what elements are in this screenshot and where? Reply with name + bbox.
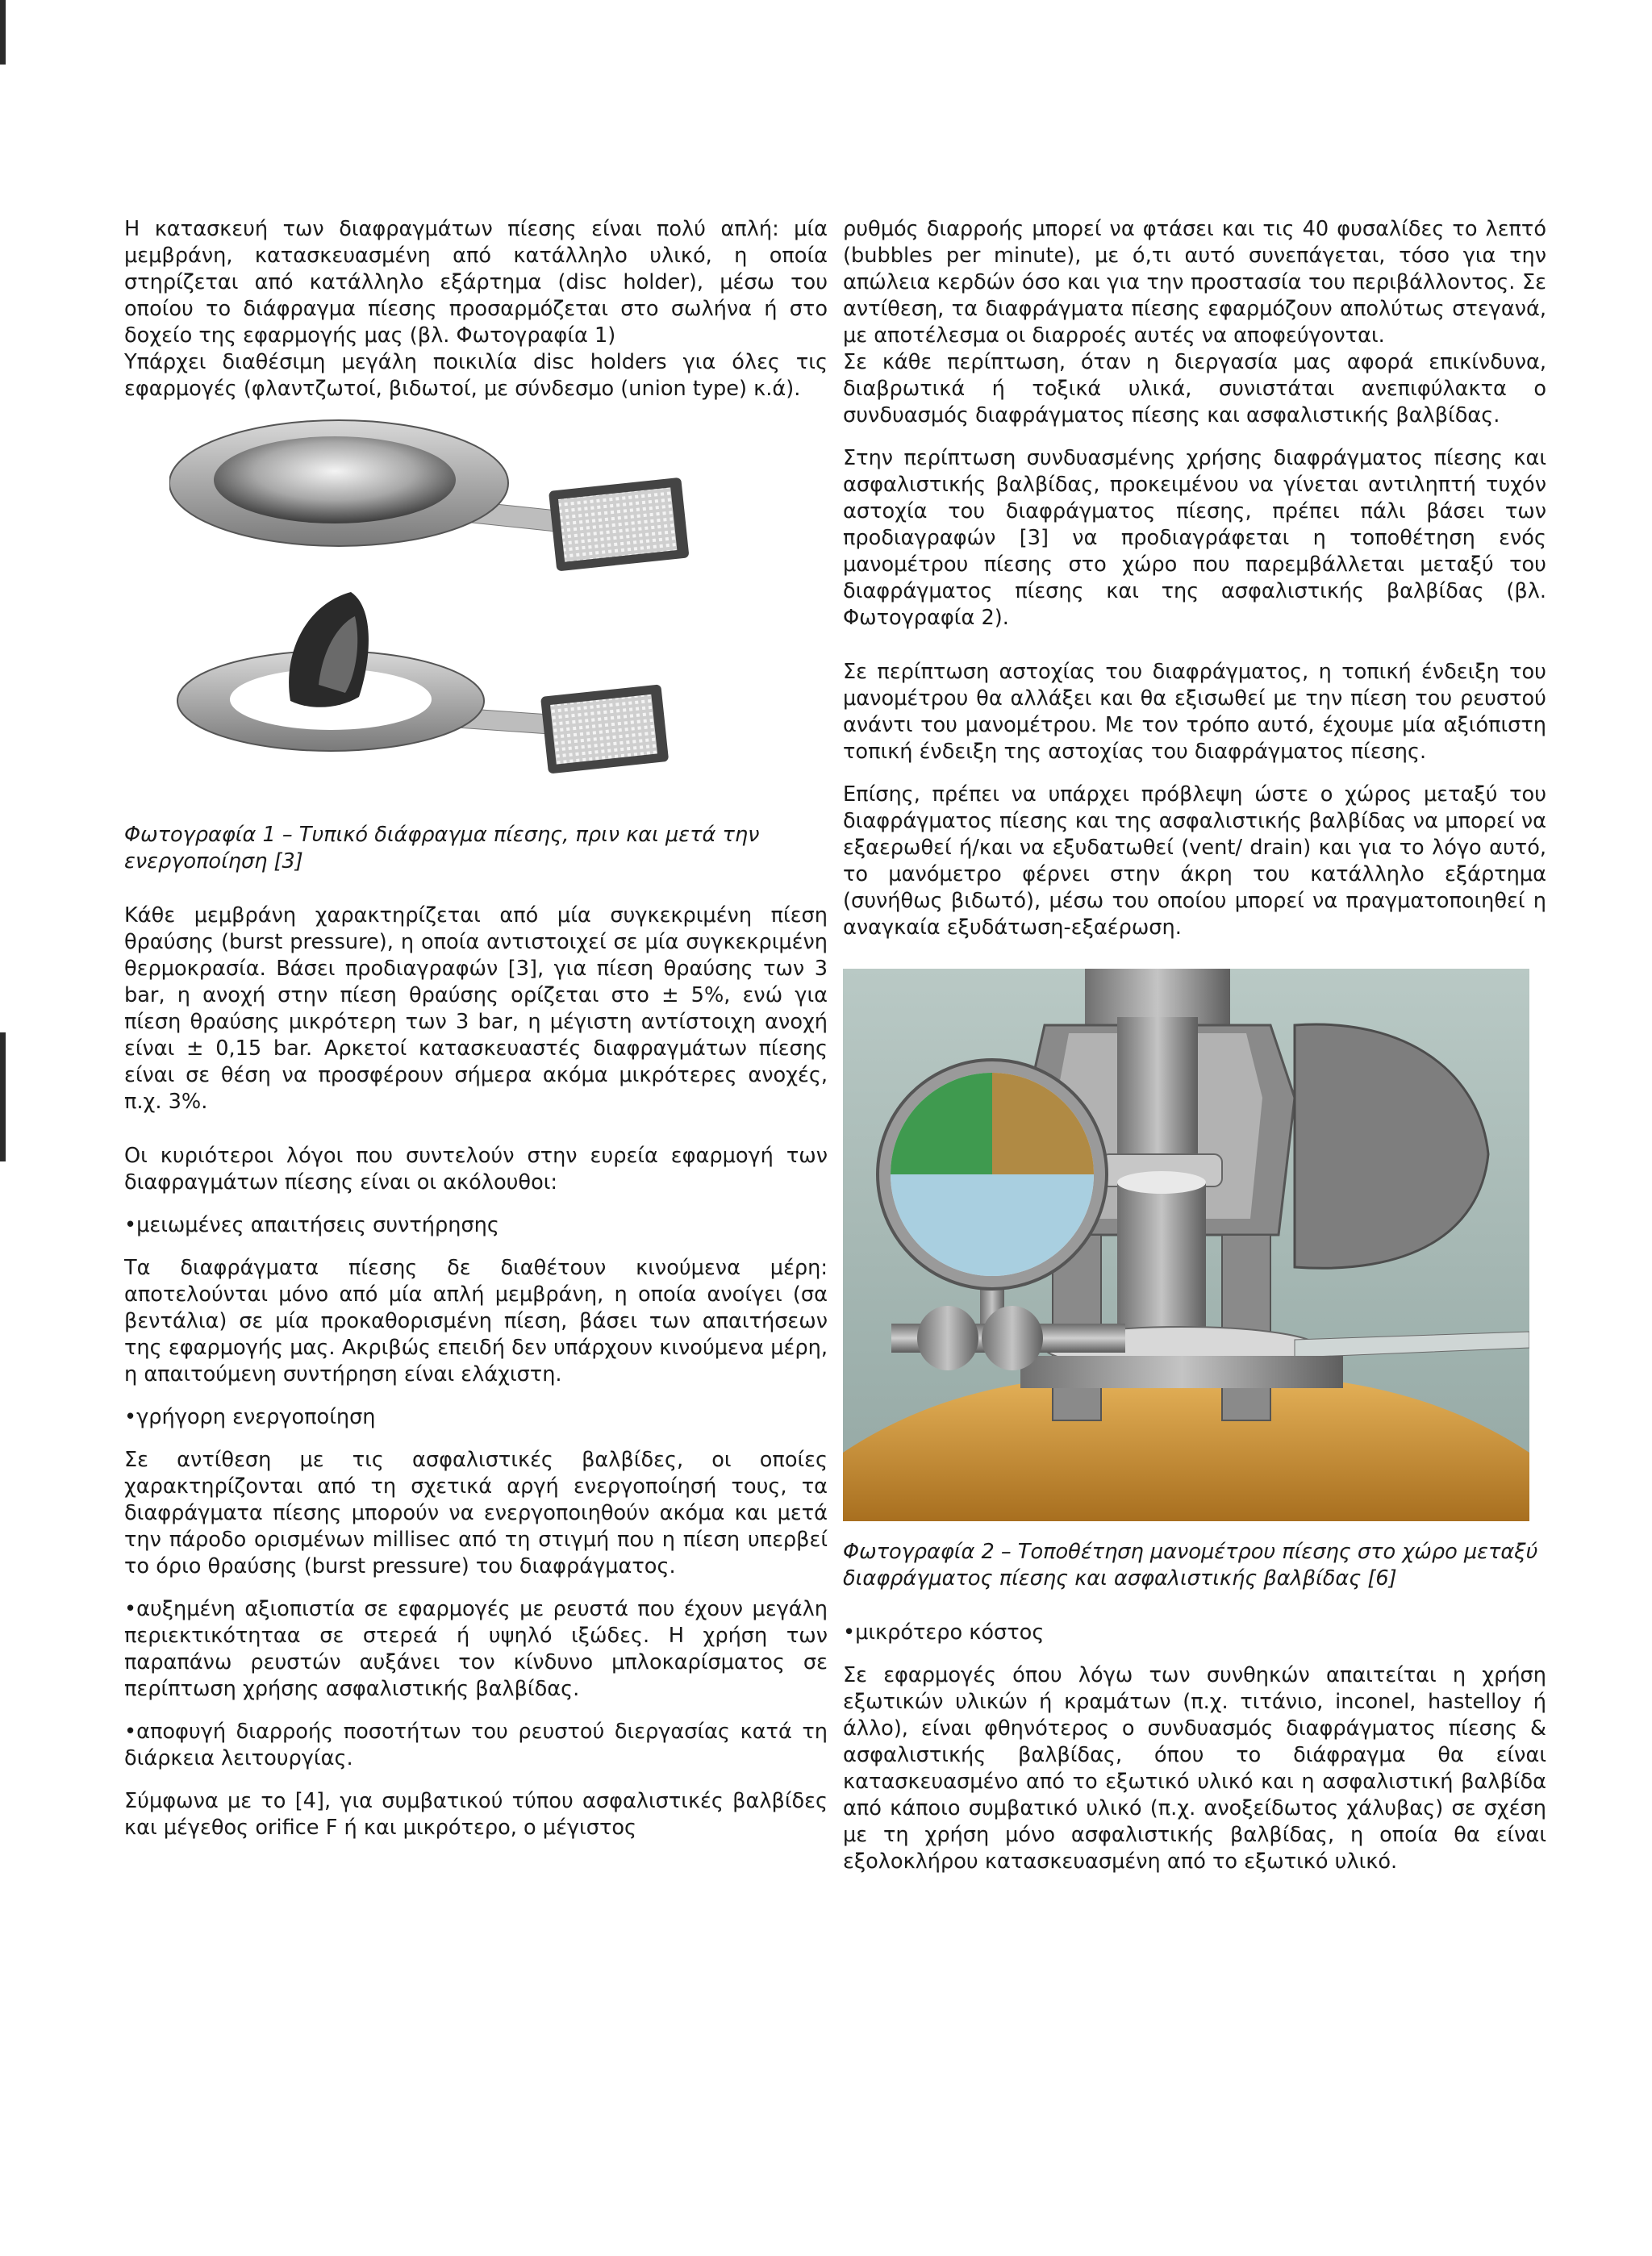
paragraph-leak-rate-end: ρυθμός διαρροής μπορεί να φτάσει και τις 40 φυσαλίδες το λεπτό (bubbles per minute), με ό,τι αυτό συνεπάγεται, τόσο για την απώλεια κερδών όσο και για την προστασία του περιβάλλοντος. Σε αντίθεση, τα διαφράγματα πίεσης εφαρμόζουν απολύτως στεγανά, με αποτέλεσμα οι διαρροές αυτές να αποφεύγονται. bbox=[843, 217, 1546, 348]
photo-1-caption: Φωτογραφία 1 – Τυπικό διάφραγμα πίεσης, πριν και μετά την ενεργοποίηση [3] bbox=[124, 823, 760, 874]
bullet-fast-activation: •γρήγορη ενεργοποίηση bbox=[124, 1405, 376, 1429]
paragraph-combined-use: Στην περίπτωση συνδυασμένης χρήσης διαφράγματος πίεσης και ασφαλιστικής βαλβίδας, προκειμένου να γίνεται αντιληπτή τυχόν αστοχία του διαφράγματος πίεσης, πρέπει πάλι βάσει των προδιαγραφών [3] να προδιαγράφεται η τοποθέτηση ενός μανομέτρου πίεσης στο χώρο που παρεμβάλλεται μεταξύ του διαφράγματος πίεσης και της ασφαλιστικής βαλβίδας (βλ. Φωτογραφία 2). bbox=[843, 446, 1546, 630]
edge-mark-bottom bbox=[0, 1032, 6, 1161]
photo-1-rupture-disc bbox=[169, 419, 782, 814]
paragraph-maintenance: Τα διαφράγματα πίεσης δε διαθέτουν κινούμενα μέρη: αποτελούνται μόνο από μία απλή μεμβράνη, η οποία ανοίγει (σα βεντάλια) σε μία προκαθορισμένη πίεση, βάσει των απαιτήσεων της εφαρμογής μας. Ακριβώς επειδή δεν υπάρχουν κινούμενα μέρη, η απαιτούμενη συντήρηση είναι ελάχιστη. bbox=[124, 1256, 828, 1387]
paragraph-burst-pressure: Κάθε μεμβράνη χαρακτηρίζεται από μία συγκεκριμένη πίεση θραύσης (burst pressure), η οποία αντιστοιχεί σε μία συγκεκριμένη θερμοκρασία. Βάσει προδιαγραφών [3], για πίεση θραύσης των 3 bar, η ανοχή στην πίεση θραύσης ορίζεται στο ± 5%, ενώ για πίεση θραύσης μικρότερη των 3 bar, η μέγιστη αντίστοιχη ανοχή είναι ± 0,15 bar. Αρκετοί κατασκευαστές διαφραγμάτων πίεσης είναι σε θέση να προσφέρουν σήμερα ακόμα μικρότερες ανοχές, π.χ. 3%. bbox=[124, 903, 828, 1114]
bullet-maintenance: •μειωμένες απαιτήσεις συντήρησης bbox=[124, 1213, 499, 1237]
bullet-reliability: •αυξημένη αξιοπιστία σε εφαρμογές με ρευστά που έχουν μεγάλη περιεκτικότηταα σε στερεά ή υψηλό ιξώδες. Η χρήση των παραπάνω ρευστών αυξάνει τον κίνδυνο μπλοκαρίσματος σε περίπτωση χρήσης ασφαλιστικής βαλβίδας. bbox=[124, 1597, 828, 1701]
paragraph-vent-drain: Επίσης, πρέπει να υπάρχει πρόβλεψη ώστε ο χώρος μεταξύ του διαφράγματος πίεσης και της ασφαλιστικής βαλβίδας να μπορεί να εξαερωθεί ή/και να εξυδατωθεί (vent/ drain) και για το λόγο αυτό, το μανόμετρο φέρνει στην άκρη του κατάλληλο εξάρτημα (συνήθως βιδωτό), μέσω του οποίου μπορεί να πραγματοποιηθεί η αναγκαία εξυδάτωση-εξαέρωση. bbox=[843, 782, 1546, 940]
paragraph-fast-activation: Σε αντίθεση με τις ασφαλιστικές βαλβίδες, οι οποίες χαρακτηρίζονται από τη σχετικά αργή ενεργοποίησή τους, τα διαφράγματα πίεσης μπορούν να ενεργοποιηθούν ακόμα και μετά την πάροδο ορισμένων millisec από τη στιγμή που η πίεση υπερβεί το όριο θραύσης (burst pressure) του διαφράγματος. bbox=[124, 1448, 828, 1578]
paragraph-construction: Η κατασκευή των διαφραγμάτων πίεσης είναι πολύ απλή: μία μεμβράνη, κατασκευασμένη από κατάλληλο υλικό, η οποία στηρίζεται από κατάλληλο εξάρτημα (disc holder), μέσω του οποίου το διάφραγμα πίεσης προσαρμόζεται στο σωλήνα ή στο δοχείο της εφαρμογής μας (βλ. Φωτογραφία 1) bbox=[124, 217, 828, 348]
edge-mark-top bbox=[0, 0, 6, 65]
paragraph-failure-indication: Σε περίπτωση αστοχίας του διαφράγματος, η τοπική ένδειξη του μανομέτρου θα αλλάξει και θα εξισωθεί με την πίεση του ρευστού ανάντι του μανομέτρου. Με τον τρόπο αυτό, έχουμε μία αξιόπιστη τοπική ένδειξη της αστοχίας του διαφράγματος πίεσης. bbox=[843, 660, 1546, 764]
paragraph-disc-holders: Υπάρχει διαθέσιμη μεγάλη ποικιλία disc holders για όλες τις εφαρμογές (φλαντζωτοί, βιδωτοί, με σύνδεσμο (union type) κ.ά). bbox=[124, 350, 828, 401]
paragraph-leak-rate-start: Σύμφωνα με το [4], για συμβατικού τύπου ασφαλιστικές βαλβίδες και μέγεθος orifice F ή και μικρότερο, ο μέγιστος bbox=[124, 1789, 828, 1840]
photo-2-caption: Φωτογραφία 2 – Τοποθέτηση μανομέτρου πίεσης στο χώρο μεταξύ διαφράγματος πίεσης και ασφαλιστικής βαλβίδας [6] bbox=[843, 1540, 1538, 1591]
bullet-lower-cost: •μικρότερο κόστος bbox=[843, 1620, 1045, 1645]
paragraph-reasons-intro: Οι κυριότεροι λόγοι που συντελούν στην ευρεία εφαρμογή των διαφραγμάτων πίεσης είναι οι ακόλουθοι: bbox=[124, 1144, 828, 1195]
paragraph-lower-cost: Σε εφαρμογές όπου λόγω των συνθηκών απαιτείται η χρήση εξωτικών υλικών ή κραμάτων (π.χ. τιτάνιο, inconel, hastelloy ή άλλο), είναι φθηνότερος ο συνδυασμός διαφράγματος πίεσης & ασφαλιστικής βαλβίδας, όπου το διάφραγμα θα είναι κατασκευασμένο από το εξωτικό υλικό και η ασφαλιστική βαλβίδα από κάποιο συμβατικό υλικό (π.χ. ανοξείδωτος χάλυβας) σε σχέση με τη χρήση μόνο ασφαλιστικής βαλβίδας, η οποία θα είναι εξολοκλήρου κατασκευασμένη από το εξωτικό υλικό. bbox=[843, 1663, 1546, 1874]
photo-2-pressure-gauge-installation bbox=[843, 969, 1529, 1521]
right-column bbox=[843, 216, 1546, 1875]
paragraph-hazardous-materials: Σε κάθε περίπτωση, όταν η διεργασία μας αφορά επικίνδυνα, διαβρωτικά ή τοξικά υλικά, συνιστάται ανεπιφύλακτα ο συνδυασμός διαφράγματος πίεσης και ασφαλιστικής βαλβίδας. bbox=[843, 350, 1546, 427]
bullet-leak-avoidance: •αποφυγή διαρροής ποσοτήτων του ρευστού διεργασίας κατά τη διάρκεια λειτουργίας. bbox=[124, 1720, 828, 1770]
left-column bbox=[124, 216, 828, 1841]
